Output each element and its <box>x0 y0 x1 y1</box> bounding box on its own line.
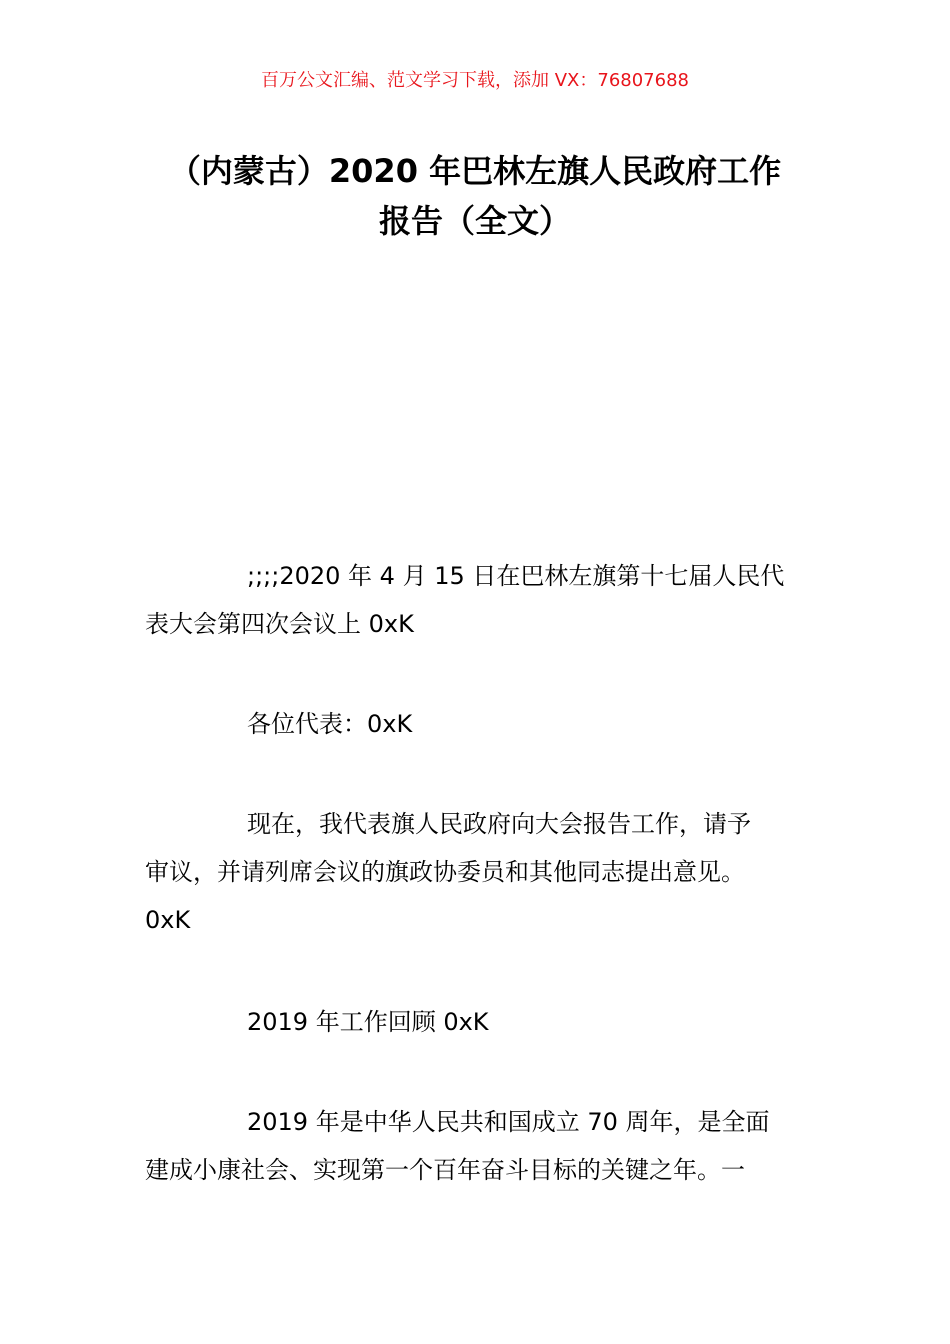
paragraph-review <box>145 1098 810 1194</box>
paragraph-line: 表大会第四次会议上 0xK <box>145 610 414 638</box>
watermark-header: 百万公文汇编、范文学习下载，添加 VX：76807688 <box>261 70 689 91</box>
paragraph-line: 2019 年是中华人民共和国成立 70 周年，是全面 <box>247 1108 770 1136</box>
paragraph-line: 建成小康社会、实现第一个百年奋斗目标的关键之年。一 <box>145 1156 745 1184</box>
paragraph-line: 0xK <box>145 906 191 934</box>
paragraph-line: ;;;;2020 年 4 月 15 日在巴林左旗第十七届人民代 <box>247 562 785 590</box>
title-line-2: 报告（全文） <box>378 202 571 240</box>
paragraph-meeting-info <box>145 552 810 648</box>
paragraph-intro <box>145 800 810 944</box>
paragraph-line: 各位代表：0xK <box>247 710 413 738</box>
title-line-1: （内蒙古）2020 年巴林左旗人民政府工作 <box>168 152 782 190</box>
document-title <box>120 146 830 246</box>
paragraph-salutation <box>145 700 810 748</box>
paragraph-line: 审议，并请列席会议的旗政协委员和其他同志提出意见。 <box>145 858 745 886</box>
paragraph-line: 现在，我代表旗人民政府向大会报告工作，请予 <box>247 810 751 838</box>
paragraph-line: 2019 年工作回顾 0xK <box>247 1008 489 1036</box>
section-heading-review <box>145 998 810 1046</box>
